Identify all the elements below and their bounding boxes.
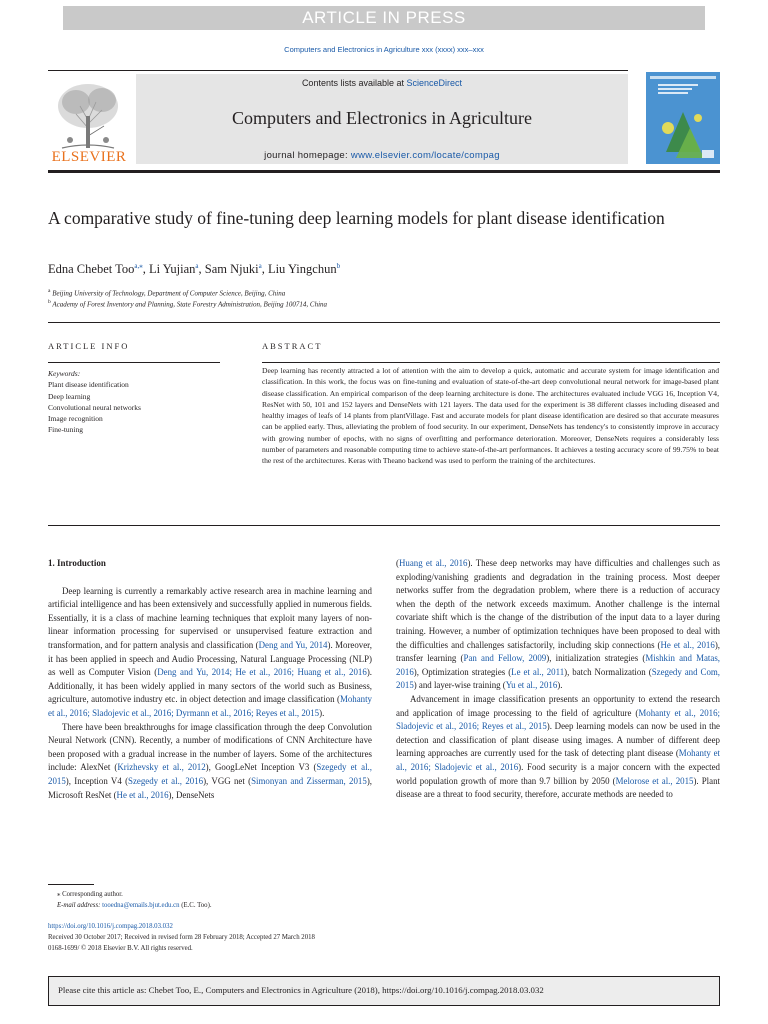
journal-cover-thumbnail[interactable] [646, 72, 720, 164]
paragraph [48, 585, 372, 721]
paragraph-text: ), batch Normalization ( [564, 666, 652, 677]
citation-link[interactable]: Pan and Fellow, 2009 [463, 653, 547, 664]
citation-link[interactable]: Deng and Yu, 2014; He et al., 2016; Huang et al., 2016 [157, 667, 367, 678]
keyword: Convolutional neural networks [48, 402, 141, 412]
affiliation-marker: a [48, 288, 51, 294]
header-top-rule [48, 70, 628, 71]
doi-link[interactable]: https://doi.org/10.1016/j.compag.2018.03.032 [48, 923, 173, 930]
citation-link[interactable]: Melorose et al., 2015 [615, 775, 694, 786]
affiliation [48, 299, 688, 308]
elsevier-wordmark: ELSEVIER [51, 149, 127, 165]
author-list: Edna Chebet Too$^{a,⁎}$, Li Yujian$^a$, Sam Njuki$^a$, Liu Yingchun$^b$ [48, 262, 341, 277]
citation-link[interactable]: He et al., 2016 [116, 789, 169, 800]
citation-link[interactable]: Le et al., 2011 [511, 666, 565, 677]
copyright-line: 0168-1699/ © 2018 Elsevier B.V. All rights reserved. [48, 945, 193, 952]
contents-prefix: Contents lists available at [301, 78, 404, 88]
received-dates: Received 30 October 2017; Received in revised form 28 February 2018; Accepted 27 March 2018 [48, 934, 315, 941]
citation-link[interactable]: Szegedy et al., 2016 [128, 775, 204, 786]
paragraph-text: Deep learning is currently a remarkably active research area in machine learning and artificial intelligence and has been extensively and successfully applied in numerous fields. Essentially, it is a class of machine learning techniques that exploit many layers of non-linear information processing for supervised or unsupervised feature extraction and transformation, and for pattern analysis and classification ( [48, 585, 372, 650]
author-affil-marker[interactable]: b [336, 262, 341, 270]
article-in-press-banner: ARTICLE IN PRESS [63, 6, 705, 30]
email-note [48, 900, 448, 911]
citation-box: Please cite this article as: Chebet Too, E., Computers and Electronics in Agriculture (2018), https://doi.org/10.1016/j.compag.2018.03.032 [48, 976, 720, 1006]
citation-link[interactable]: Krizhevsky et al., 2012 [117, 762, 206, 773]
author-name[interactable]: Li Yujian [149, 262, 196, 277]
paragraph-text: ), initialization strategies ( [546, 653, 646, 664]
citation-link[interactable]: Mohanty et al., 2016; Sladojevic et al., 2016 [396, 748, 720, 772]
citation-link[interactable]: Mohanty et al., 2016; Sladojevic et al., 2016; Dyrmann et al., 2016; Reyes et al., 2015 [48, 694, 372, 718]
author-name[interactable]: Sam Njuki [204, 262, 259, 277]
paragraph-text: ). Additionally, it has been widely applied in many sectors of the world such as Business, agriculture, automotive industry etc. in object detection and image classification ( [48, 667, 372, 705]
email-link[interactable]: tooedna@emails.bjut.edu.cn [102, 902, 180, 909]
paragraph-text: ). [557, 680, 563, 691]
citation-link[interactable]: He et al., 2016 [660, 639, 715, 650]
paragraph-text: ). [319, 707, 325, 718]
paragraph [396, 557, 720, 693]
corresponding-author-note: ⁎ Corresponding author. [57, 891, 123, 898]
article-info-rule [48, 362, 220, 363]
keyword: Plant disease identification [48, 380, 129, 390]
abstract-heading: ABSTRACT [262, 341, 323, 351]
paragraph-text: ). Plant disease are a threat to food security, therefore, accurate methods are needed to [396, 775, 720, 800]
abstract-bottom-rule [48, 525, 720, 526]
paragraph [396, 693, 720, 802]
footnote-rule [48, 884, 94, 885]
paragraph-text: Advancement in image classification presents an opportunity to extend the research and application of image processing to the field of agriculture ( [396, 693, 720, 718]
homepage-link[interactable]: www.elsevier.com/locate/compag [350, 150, 500, 161]
paragraph-text: ), Inception V4 ( [65, 775, 129, 786]
paragraph-text: ), Optimization strategies ( [413, 666, 512, 677]
section-heading: 1. Introduction [48, 558, 106, 568]
abstract-text: Deep learning has recently attracted a lot of attention with the aim to develop a quick, automatic and accurate system for image identification and classification. In this work, the focus was on fine-tuning and evaluation of state-of-the-art deep convolutional neural network for image-based plant disease classification. An empirical comparison of the deep learning architecture is done. The architectures evaluated include VGG 16, Inception V4, ResNet with 50, 101 and 152 layers and DenseNets with 121 layers. The data used for the experiment is 38 different classes including diseased and healthy images of leafs of 14 plants from plantVillage. Fast and accurate models for plant disease identification are desired so that accurate measures can be applied early. Thus, alleviating the problem of food security. In our experiment, DenseNets has tendency's to consistently improve in accuracy with growing number of epochs, with no signs of overfitting and performance deterioration. Moreover, DenseNets requires a considerably less number of parameters and reasonable computing time to achieve state-of-the-art performances. It achieves a testing accuracy score of 99.75% to beat the rest of the architectures. Keras with Theano backend was used to perform the training of the architectures. [262, 366, 719, 466]
citation-link[interactable]: Simonyan and Zisserman, 2015 [251, 775, 367, 786]
paragraph-text: ), VGG net ( [203, 775, 252, 786]
keywords-label: Keywords: [48, 369, 81, 378]
header-bottom-rule [48, 170, 720, 173]
citation-link[interactable]: Szegedy and Com, 2015 [396, 666, 721, 691]
body-left-column [48, 557, 372, 802]
author-affil-marker[interactable]: a [195, 262, 199, 270]
info-top-rule [48, 322, 720, 323]
article-info-heading: ARTICLE INFO [48, 341, 130, 351]
journal-homepage-line [136, 150, 628, 161]
paragraph-text: ), GoogLeNet Inception V3 ( [205, 762, 317, 773]
paragraph-text: ). Deep learning models can now be used in the detection and classification of plant disease using images. A number of different deep learning approaches are currently used for the task of detecting plant disease ( [396, 721, 720, 759]
sciencedirect-link[interactable]: ScienceDirect [406, 78, 463, 88]
body-right-column [396, 557, 720, 802]
paragraph-text: ) and layer-wise training ( [413, 680, 506, 691]
author-name[interactable]: Edna Chebet Too [48, 262, 135, 277]
paragraph-text: ( [396, 558, 399, 568]
paragraph-text: ). These deep networks may have difficulties and challenges such as exploding/vanishing gradients and degradation in the training process. Most deeper networks suffer from the degradation problem, where there is a reduction of accuracy when the depth of the network exceeds maximum. Another challenge is the internal covariate shift which is the change of the distribution of the input data to a layer during training. However, a number of optimization techniques have been proposed to deal with the difficulties and challenges satisfactorily, including skip connections ( [396, 558, 720, 650]
journal-title: Computers and Electronics in Agriculture [232, 108, 532, 128]
publication-info [48, 921, 648, 954]
contents-available-line [136, 78, 628, 88]
author-name[interactable]: Liu Yingchun [267, 262, 337, 277]
email-label: E-mail address: [57, 902, 101, 909]
citation-link[interactable]: Deng and Yu, 2014 [258, 639, 328, 650]
citation-link[interactable]: Mohanty et al., 2016; Sladojevic et al., 2016; Reyes et al., 2015 [396, 707, 720, 732]
keyword: Image recognition [48, 414, 103, 424]
footnotes [48, 889, 448, 911]
citation-link[interactable]: Yu et al., 2016 [505, 680, 558, 691]
affiliation-text: Beijing University of Technology, Department of Computer Science, Beijing, China [52, 289, 286, 298]
email-suffix: (E.C. Too). [181, 902, 212, 909]
article-title: A comparative study of fine-tuning deep learning models for plant disease identification [48, 208, 665, 228]
citation-link[interactable]: Mishkin and Matas, 2016 [396, 653, 720, 677]
author-affil-marker[interactable]: a [258, 262, 262, 270]
journal-reference[interactable]: Computers and Electronics in Agriculture xxx (xxxx) xxx–xxx [284, 45, 484, 54]
homepage-prefix: journal homepage: [264, 150, 348, 161]
citation-link[interactable]: Szegedy et al., 2015 [48, 762, 372, 786]
affiliation-marker: b [48, 299, 51, 305]
affiliation [48, 288, 688, 297]
affiliation-text: Academy of Forest Inventory and Planning, State Forestry Administration, Beijing 100714, China [52, 300, 328, 309]
keywords-block [48, 368, 223, 436]
citation-link[interactable]: Huang et al., 2016 [398, 558, 468, 568]
paragraph [48, 721, 372, 803]
paragraph-text: ), Microsoft ResNet ( [48, 775, 372, 800]
paragraph-text: ), transfer learning ( [396, 639, 720, 664]
paragraph-text: ). Moreover, it has been applied in speech and Audio Processing, Natural Language Processing (NLP) as well as Computer Vision ( [48, 639, 372, 678]
paragraph-text: ), DenseNets [168, 789, 215, 800]
abstract-rule [262, 362, 720, 363]
author-affil-marker[interactable]: a,⁎ [134, 262, 143, 270]
keyword: Fine-tuning [48, 425, 83, 435]
paragraph-text: There have been breakthroughs for image classification through the deep Convolution Neural Network (CNN). Recently, a number of modifications of CNN Architecture have been proposed with a gradual increase in the number of layers. Some of the architectures include: AlexNet ( [48, 721, 372, 773]
keyword: Deep learning [48, 391, 91, 401]
paragraph-text: ). Food security is a major concern with the expected world population growth of more than 9.7 billion by 2050 ( [396, 761, 720, 786]
